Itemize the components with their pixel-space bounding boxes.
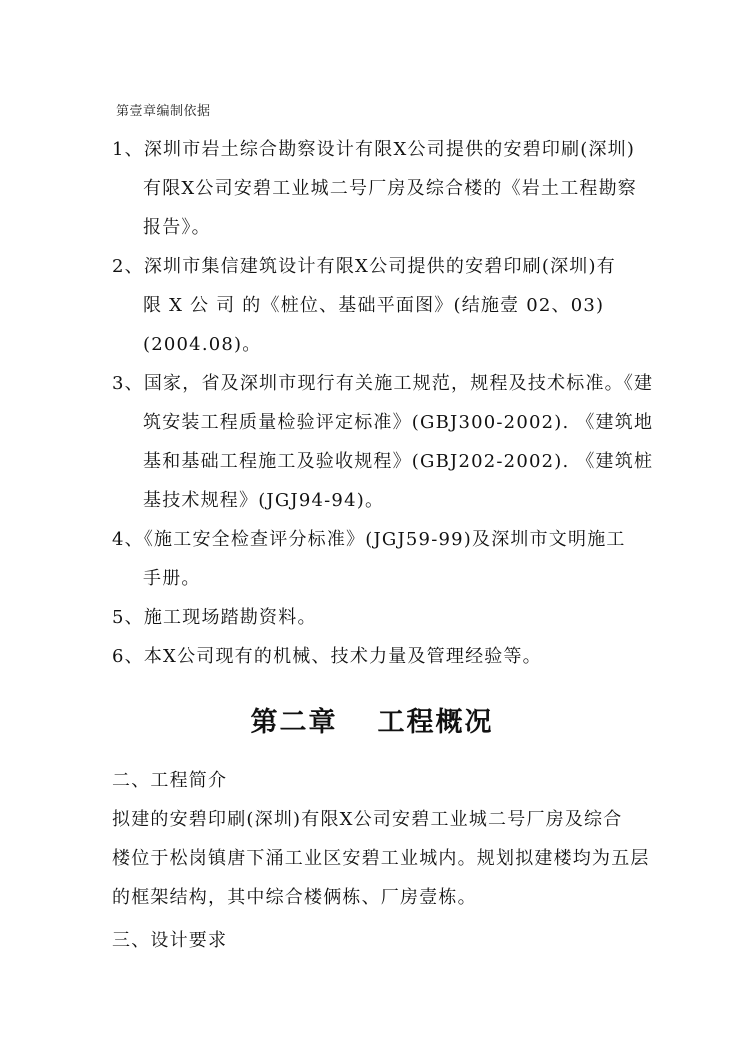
basis-item-1-line-2: 有限X公司安碧工业城二号厂房及综合楼的《岩土工程勘察 — [143, 178, 638, 199]
basis-item-3-line-3: 基和基础工程施工及验收规程》(GBJ202-2002). 《建筑桩 — [143, 451, 654, 472]
basis-item-3-line-4: 基技术规程》(JGJ94-94)。 — [143, 490, 385, 511]
basis-item-1-line-3: 报告》。 — [143, 217, 211, 238]
section3-heading: 三、设计要求 — [112, 930, 228, 951]
basis-item-3-line-2: 筑安装工程质量检验评定标准》(GBJ300-2002). 《建筑地 — [143, 412, 654, 433]
chapter2-title — [0, 700, 744, 739]
section2-line-2: 楼位于松岗镇唐下涌工业区安碧工业城内。规划拟建楼均为五层 — [112, 848, 650, 869]
basis-item-2-line-1: 2、深圳市集信建筑设计有限X公司提供的安碧印刷(深圳)有 — [112, 256, 616, 277]
section2-heading: 二、工程简介 — [112, 770, 228, 791]
chapter2-number: 第二章 — [250, 707, 338, 738]
basis-item-2-line-2: 限 X 公 司 的《桩位、基础平面图》(结施壹 02、03) — [143, 295, 605, 316]
basis-item-2-line-3: (2004.08)。 — [143, 334, 262, 355]
basis-item-4-line-1: 4、《施工安全检查评分标准》(JGJ59-99)及深圳市文明施工 — [112, 529, 626, 550]
basis-item-5-line-1: 5、施工现场踏勘资料。 — [112, 607, 317, 628]
basis-item-3-line-1: 3、国家，省及深圳市现行有关施工规范，规程及技术标准。《建 — [112, 373, 654, 394]
chapter2-name: 工程概况 — [377, 707, 494, 738]
section2-line-3: 的框架结构，其中综合楼俩栋、厂房壹栋。 — [112, 887, 477, 908]
basis-item-6-line-1: 6、本X公司现有的机械、技术力量及管理经验等。 — [112, 646, 542, 667]
basis-item-4-line-2: 手册。 — [143, 568, 201, 589]
chapter1-heading: 第壹章编制依据 — [116, 104, 211, 119]
section2-line-1: 拟建的安碧印刷(深圳)有限X公司安碧工业城二号厂房及综合 — [112, 809, 623, 830]
basis-item-1-line-1: 1、深圳市岩土综合勘察设计有限X公司提供的安碧印刷(深圳) — [112, 139, 636, 160]
